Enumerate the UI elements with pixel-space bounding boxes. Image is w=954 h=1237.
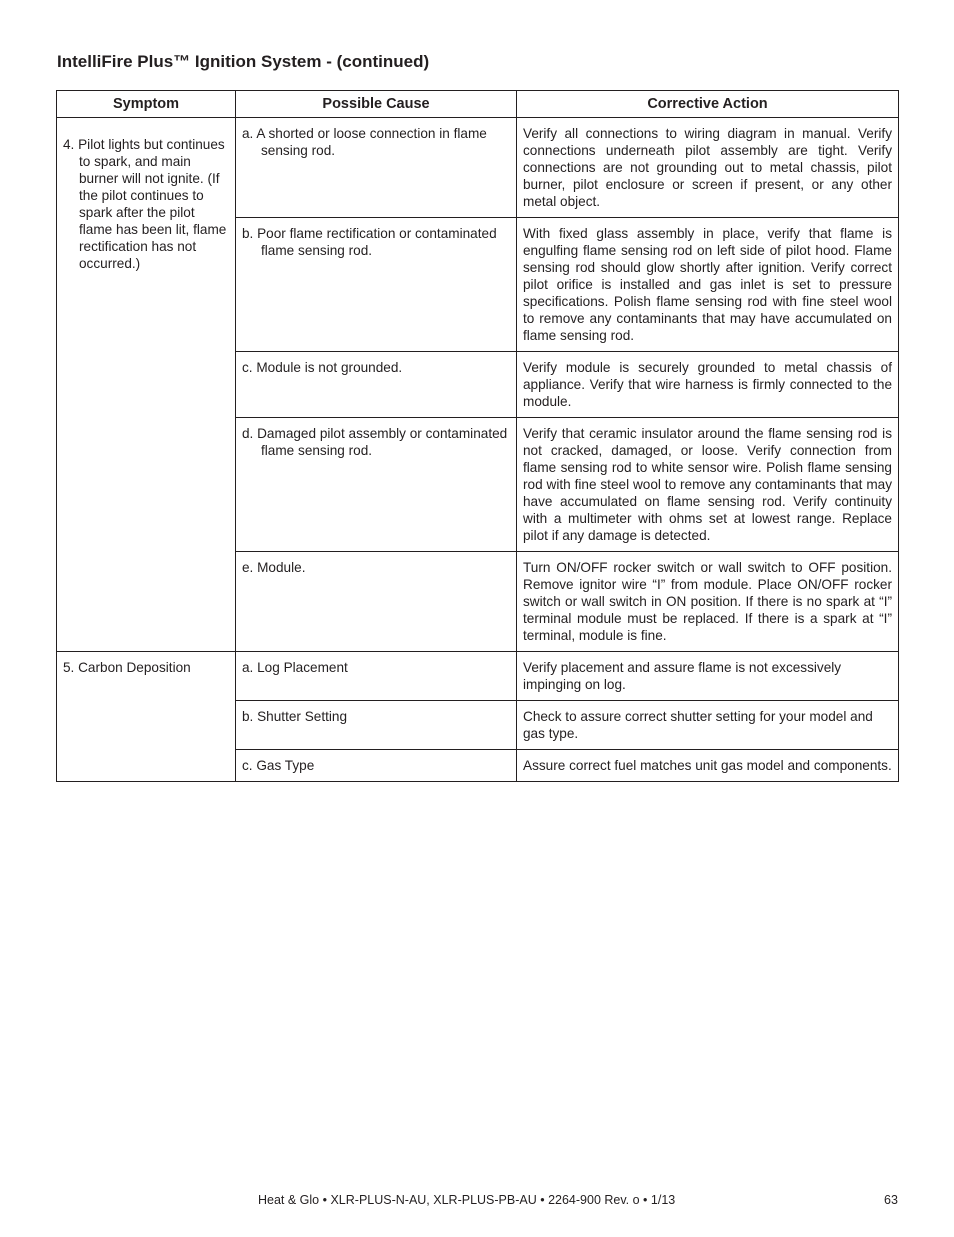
action-cell: Turn ON/OFF rocker switch or wall switch to OFF position. Remove ignitor wire “I” from module. Place ON/OFF rocker switch or wall switch in ON position. If there is no spark at “I” terminal module must be replaced. If there is a spark at “I” terminal, module is fine. [517, 552, 899, 652]
symptom-text: 4. Pilot lights but continues to spark, and main burner will not ignite. (If the pilot continues to spark after the pilot flame has been lit, flame rectification has not occurred.) [63, 137, 227, 271]
symptom-cell [57, 652, 236, 782]
symptom-text: 5. Carbon Deposition [63, 660, 191, 675]
cause-cell [236, 652, 517, 701]
action-cell: Verify placement and assure flame is not excessively impinging on log. [517, 652, 899, 701]
cause-text: a. A shorted or loose connection in flame sensing rod. [242, 126, 487, 158]
page-number: 63 [884, 1193, 898, 1207]
cause-cell [236, 118, 517, 218]
cause-cell [236, 552, 517, 652]
symptom-cell [57, 118, 236, 652]
troubleshooting-table [56, 90, 899, 782]
cause-text: d. Damaged pilot assembly or contaminated flame sensing rod. [242, 426, 508, 458]
cause-cell [236, 418, 517, 552]
cause-text: e. Module. [242, 560, 306, 575]
action-cell: Verify module is securely grounded to metal chassis of appliance. Verify that wire harness is firmly connected to the module. [517, 352, 899, 418]
action-cell: Assure correct fuel matches unit gas model and components. [517, 750, 899, 782]
table-row [57, 652, 899, 701]
cause-text: b. Shutter Setting [242, 709, 348, 724]
action-cell: Verify that ceramic insulator around the flame sensing rod is not cracked, damaged, or loose. Verify connection from flame sensing rod to white sensor wire. Polish flame sensing rod with fine steel wool to remove any contaminants that may have accumulated on flame sensing rod. Verify continuity with a multimeter with ohms set at lowest range. Replace pilot if any damage is detected. [517, 418, 899, 552]
cause-cell [236, 352, 517, 418]
cause-cell [236, 701, 517, 750]
header-corrective-action: Corrective Action [517, 91, 899, 118]
table-row [57, 118, 899, 218]
header-possible-cause: Possible Cause [236, 91, 517, 118]
action-cell: Verify all connections to wiring diagram in manual. Verify connections underneath pilot assembly are tight. Verify connections are not grounding out to metal chassis, pilot burner, pilot enclosure or screen if present, or any other metal object. [517, 118, 899, 218]
cause-cell [236, 750, 517, 782]
cause-text: c. Module is not grounded. [242, 360, 403, 375]
table-header-row [57, 91, 899, 118]
cause-cell [236, 218, 517, 352]
cause-text: b. Poor flame rectification or contaminated flame sensing rod. [242, 226, 497, 258]
header-symptom: Symptom [57, 91, 236, 118]
page-title: IntelliFire Plus™ Ignition System - (continued) [57, 52, 430, 71]
footer-text: Heat & Glo • XLR-PLUS-N-AU, XLR-PLUS-PB-AU • 2264-900 Rev. o • 1/13 [258, 1193, 676, 1207]
action-cell: With fixed glass assembly in place, verify that flame is engulfing flame sensing rod on left side of pilot hood. Flame sensing rod should glow shortly after ignition. Verify correct pilot orifice is installed and gas inlet is set to pressure specifications. Polish flame sensing rod with fine steel wool to remove any contaminants that may have accumulated on flame sensing rod. [517, 218, 899, 352]
action-cell: Check to assure correct shutter setting for your model and gas type. [517, 701, 899, 750]
cause-text: c. Gas Type [242, 758, 315, 773]
cause-text: a. Log Placement [242, 660, 348, 675]
